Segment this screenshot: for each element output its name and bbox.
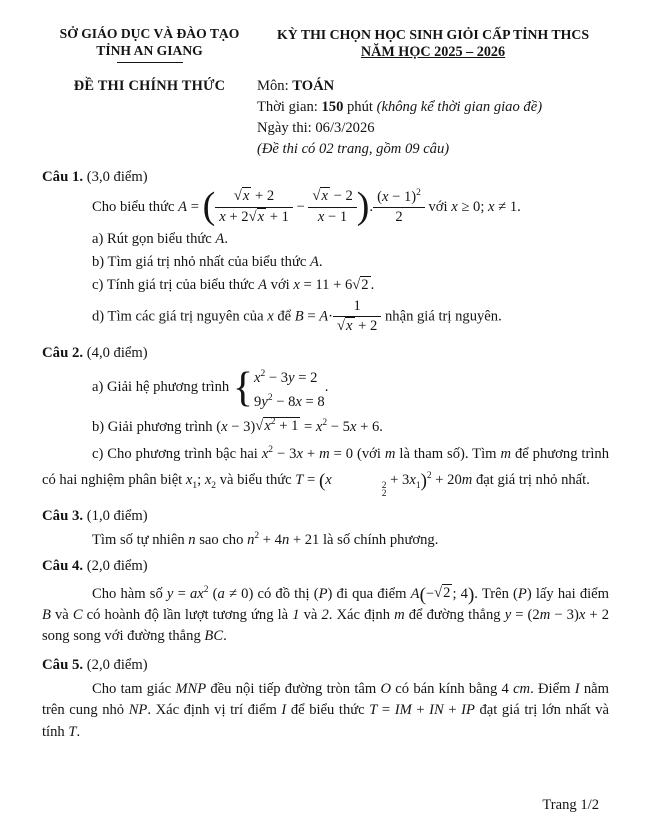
subject-line: Môn: TOÁN <box>257 78 335 94</box>
question-1-label: Câu 1. <box>42 169 84 185</box>
question-5-points: (2,0 điểm) <box>86 656 148 673</box>
question-5-heading <box>42 657 609 674</box>
question-4-label: Câu 4. <box>42 557 84 574</box>
school-year: NĂM HỌC 2025 – 2026 <box>360 44 506 60</box>
question-2-label: Câu 2. <box>42 344 84 361</box>
question-1-points: (3,0 điểm) <box>86 169 148 185</box>
department-name: SỞ GIÁO DỤC VÀ ĐÀO TẠO <box>59 26 240 41</box>
question-3-heading <box>42 508 609 525</box>
question-3-body: Tìm số tự nhiên n sao cho $n^2 + 4n + 21$ là số chính phương. <box>92 530 439 548</box>
exam-title-block <box>257 26 609 160</box>
date-line: Ngày thi: 06/3/2026 <box>257 120 375 136</box>
question-1-part-d: d) Tìm các giá trị nguyên của x để B = A· 1 √ x + 2 nhận giá trị nguyên. <box>92 298 609 336</box>
question-2-heading <box>42 345 609 362</box>
question-5 <box>42 657 609 744</box>
exam-title: KỲ THI CHỌN HỌC SINH GIỎI CẤP TỈNH THCS <box>276 27 590 42</box>
question-3 <box>42 508 609 549</box>
question-3-label: Câu 3. <box>42 507 84 524</box>
question-2-part-c: c) Cho phương trình bậc hai $x^2 - 3x + m = 0$ (với m là tham số). Tìm m để phương trình có hai nghiệm phân biệt $x_1$; $x_2$ và biểu thức T = (x 2 2 + $3x_1)^2 + 20m$ đạt giá trị nhỏ nhất. <box>42 445 609 500</box>
time-line: Thời gian: 150 phút (không kể thời gian giao đề) <box>257 99 543 115</box>
question-4 <box>42 558 609 648</box>
question-3-points: (1,0 điểm) <box>86 507 148 524</box>
question-2-part-b: b) Giải phương trình (x − 3) √ $x^2 + 1 = x^2 - 5x + 6$. <box>92 418 609 436</box>
question-1-part-b: b) Tìm giá trị nhỏ nhất của biểu thức A. <box>92 253 323 270</box>
header-divider-line <box>117 62 183 63</box>
question-1 <box>42 169 609 336</box>
question-2-points: (4,0 điểm) <box>86 344 148 361</box>
page-number: Trang 1/2 <box>542 797 599 813</box>
document-header <box>42 26 609 160</box>
question-1-intro-formula: Cho biểu thức A = ( √ $\frac{x + 2}{x + 2 √ x + 1}$ − √ $\frac{x - 2}{x - 1}$ ). $\frac{(x - 1)^2}{2}$ với x ≥ 0; x ≠ 1. <box>92 188 609 227</box>
question-1-heading <box>42 169 609 186</box>
question-5-label: Câu 5. <box>42 656 84 673</box>
question-4-points: (2,0 điểm) <box>86 557 148 574</box>
question-2 <box>42 345 609 499</box>
question-1-part-c: c) Tính giá trị của biểu thức A với x = 11 + 6 √ 2 . <box>92 277 609 294</box>
question-4-body: Cho hàm số $y = ax^2$ (a ≠ 0) có đồ thị (P) đi qua điểm A(− √ 2 ; 4). Trên (P) lấy hai điểm B và C có hoành độ lần lượt tương ứng là 1 và 2. Xác định m để đường thẳng y = (2m − 3)x + 2 song song với đường thẳng BC. <box>42 580 609 648</box>
question-5-body: Cho tam giác MNP đều nội tiếp đường tròn tâm O có bán kính bằng 4 cm. Điểm I nằm trên cung nhỏ NP. Xác định vị trí điểm I để biểu thức T = IM + IN + IP đạt giá trị lớn nhất và tính T. <box>42 680 609 740</box>
question-2-part-a: a) Giải hệ phương trình { $x^2 - 3y = 2$ $9y^2 - 8x = 8$ . <box>92 364 329 411</box>
question-1-part-a: a) Rút gọn biểu thức A. <box>92 230 228 247</box>
exam-meta <box>257 76 609 160</box>
official-exam-label: ĐỀ THI CHÍNH THỨC <box>73 78 226 94</box>
issuing-authority-block <box>42 26 257 160</box>
pages-note: (Đề thi có 02 trang, gồm 09 câu) <box>257 141 450 157</box>
province-name: TỈNH AN GIANG <box>96 42 203 58</box>
question-4-heading <box>42 558 609 575</box>
